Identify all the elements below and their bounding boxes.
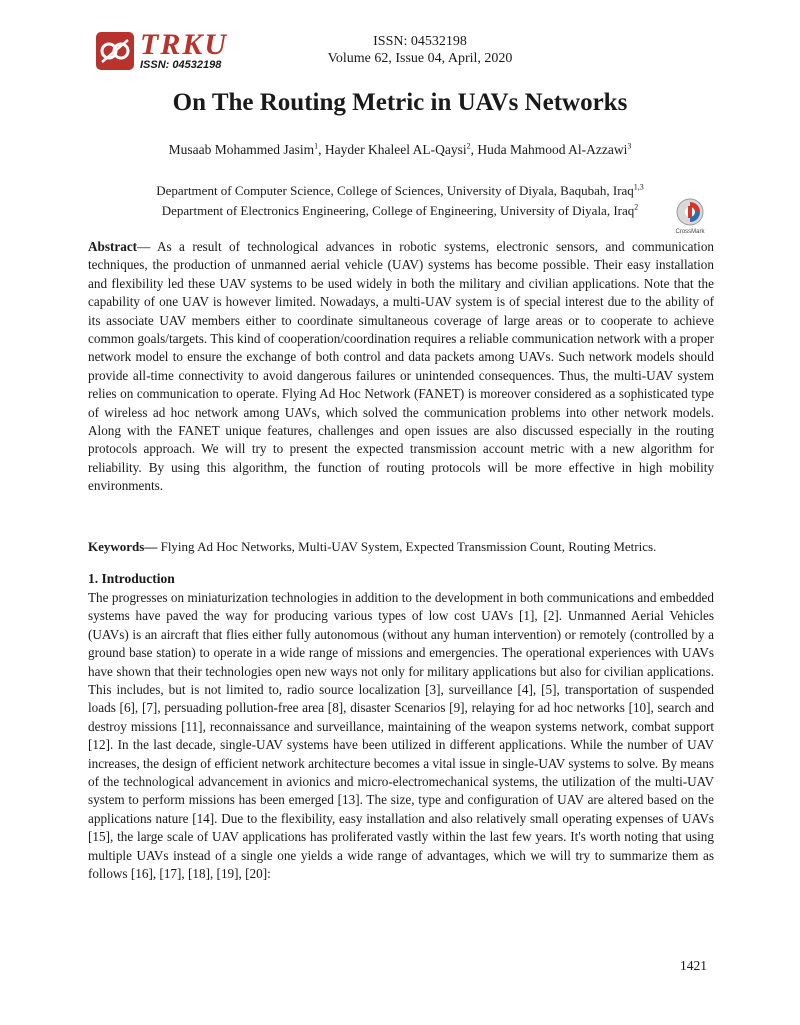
section-heading-introduction: 1. Introduction bbox=[88, 571, 175, 586]
crossmark-icon bbox=[676, 198, 704, 226]
keywords-text: Flying Ad Hoc Networks, Multi-UAV System, Expected Transmission Count, Routing Metrics. bbox=[160, 539, 657, 554]
volume-line: Volume 62, Issue 04, April, 2020 bbox=[327, 51, 513, 66]
author-list: Musaab Mohammed Jasim$^1$, Hayder Khaleel AL-Qaysi$^2$, Huda Mahmood Al-Azzawi$^3$ bbox=[168, 141, 632, 157]
keywords-label: Keywords bbox=[88, 539, 145, 554]
abstract-text: As a result of technological advances in robotic systems, electronic sensors, and communication techniques, the production of unmanned aerial vehicle (UAV) systems has become possible. Their easy installation and flexibility led these UAV systems to be used widely in both the military and civilian applications. Note that the capability of one UAV is however limited. Nowadays, a multi-UAV system is of special interest due to the ability of its associate UAV members either to coordinate simultaneous coverage of large areas or to cooperate to achieve common goals/targets. This kind of cooperation/coordination requires a reliable communication network with a proper network model to ensure the exchange of both control and data packets among UAVs. Such network models should provide all-time connectivity to avoid dangerous failures or unintended consequences. Thus, the multi-UAV system relies on communication to operate. Flying Ad Hoc Network (FANET) is moreover considered as a sophisticated type of wireless ad hoc network among UAVs, which solved the communication problems into other network models. Along with the FANET unique features, challenges and open issues are also discussed especially in the routing protocols approach. We will try to present the expected transmission account metric with a new algorithm for reliability. By using this algorithm, the function of routing protocols will be more effective in high mobility environments. bbox=[88, 239, 715, 494]
crossmark-badge[interactable] bbox=[674, 198, 706, 238]
issn-line: ISSN: 04532198 bbox=[373, 34, 467, 49]
page-number: 1421 bbox=[680, 958, 707, 973]
logo-text: TRKU bbox=[140, 28, 229, 61]
affiliation-1: Department of Computer Science, College of Sciences, University of Diyala, Baqubah, Iraq$^{1,3}$ bbox=[156, 182, 644, 198]
journal-info bbox=[300, 33, 540, 67]
paper-title: On The Routing Metric in UAVs Networks bbox=[172, 89, 628, 116]
author-affil-sup: 2 bbox=[466, 141, 471, 151]
introduction-text: The progresses on miniaturization technologies in addition to the development in both communications and embedded systems have paved the way for producing various types of low cost UAVs [1], [2]. Unmanned Aerial Vehicles (UAVs) is an aircraft that flies either fully autonomous (without any human intervention) or remotely (controlled by a ground base station) to operate in a wide range of missions and emergencies. The operational experiences with UAVs have shown that their technologies open new ways not only for military applications but also for civilian applications. This includes, but is not limited to, radio source localization [3], surveillance [4], [5], transportation of suspended loads [6], [7], persuading pollution-free area [8], disaster Scenarios [9], relaying for ad hoc networks [10], search and destroy missions [11], reconnaissance and surveillance, maintaining of the weapon systems network, combat support [12]. In the last decade, single-UAV systems have been utilized in different applications. While the number of UAV increases, the design of efficient network architecture becomes a vital issue in single-UAV systems to solve. By means of the technological advancement in avionics and micro-electromechanical systems, the utilization of the multi-UAV system to perform missions has been emerged [13]. The size, type and configuration of UAV are altered based on the applications nature [14]. Due to the flexibility, easy installation and also relatively small operating expenses of UAVs [15], the large scale of UAV applications has proliferated vastly within the last few years. It's worth noting that using multiple UAVs instead of a single one yields a wide range of advantages, which we will try to summarize them as follows [16], [17], [18], [19], [20]: bbox=[88, 590, 714, 882]
author-name: Hayder Khaleel AL-Qaysi bbox=[324, 142, 467, 157]
journal-logo bbox=[96, 30, 246, 74]
author-name: Musaab Mohammed Jasim bbox=[168, 142, 315, 157]
author-affil-sup: 3 bbox=[627, 141, 632, 151]
abstract-label: Abstract bbox=[88, 239, 138, 254]
crossmark-label: CrossMark bbox=[675, 229, 705, 235]
author-name: Huda Mahmood Al-Azzawi bbox=[477, 142, 628, 157]
logo-issn: ISSN: 04532198 bbox=[140, 59, 222, 71]
logo-emblem-icon bbox=[96, 32, 134, 70]
affiliation-2: Department of Electronics Engineering, College of Engineering, University of Diyala, Iraq$^2$ bbox=[161, 202, 639, 218]
keywords: Keywords— Flying Ad Hoc Networks, Multi-UAV System, Expected Transmission Count, Routing Metrics. bbox=[88, 539, 657, 554]
author-affil-sup: 1 bbox=[314, 141, 319, 151]
abstract: Abstract— As a result of technological advances in robotic systems, electronic sensors, and communication techniques, the production of unmanned aerial vehicle (UAV) systems has become possible. Their easy installation and flexibility led these UAV systems to be used widely in both the military and civilian applications. Note that the capability of one UAV is however limited. Nowadays, a multi-UAV system is of special interest due to the ability of its associate UAV members either to coordinate simultaneous coverage of large areas or to cooperate to achieve common goals/targets. This kind of cooperation/coordination requires a reliable communication network with a proper network model to ensure the exchange of both control and data packets among UAVs. Such network models should provide all-time connectivity to avoid dangerous failures or unintended consequences. Thus, the multi-UAV system relies on communication to operate. Flying Ad Hoc Network (FANET) is moreover considered as a sophisticated type of wireless ad hoc network among UAVs, which solved the communication problems into other network models. Along with the FANET unique features, challenges and open issues are also discussed especially in the routing protocols approach. We will try to present the expected transmission account metric with a new algorithm for reliability. By using this algorithm, the function of routing protocols will be more effective in high mobility environments. bbox=[88, 239, 715, 494]
